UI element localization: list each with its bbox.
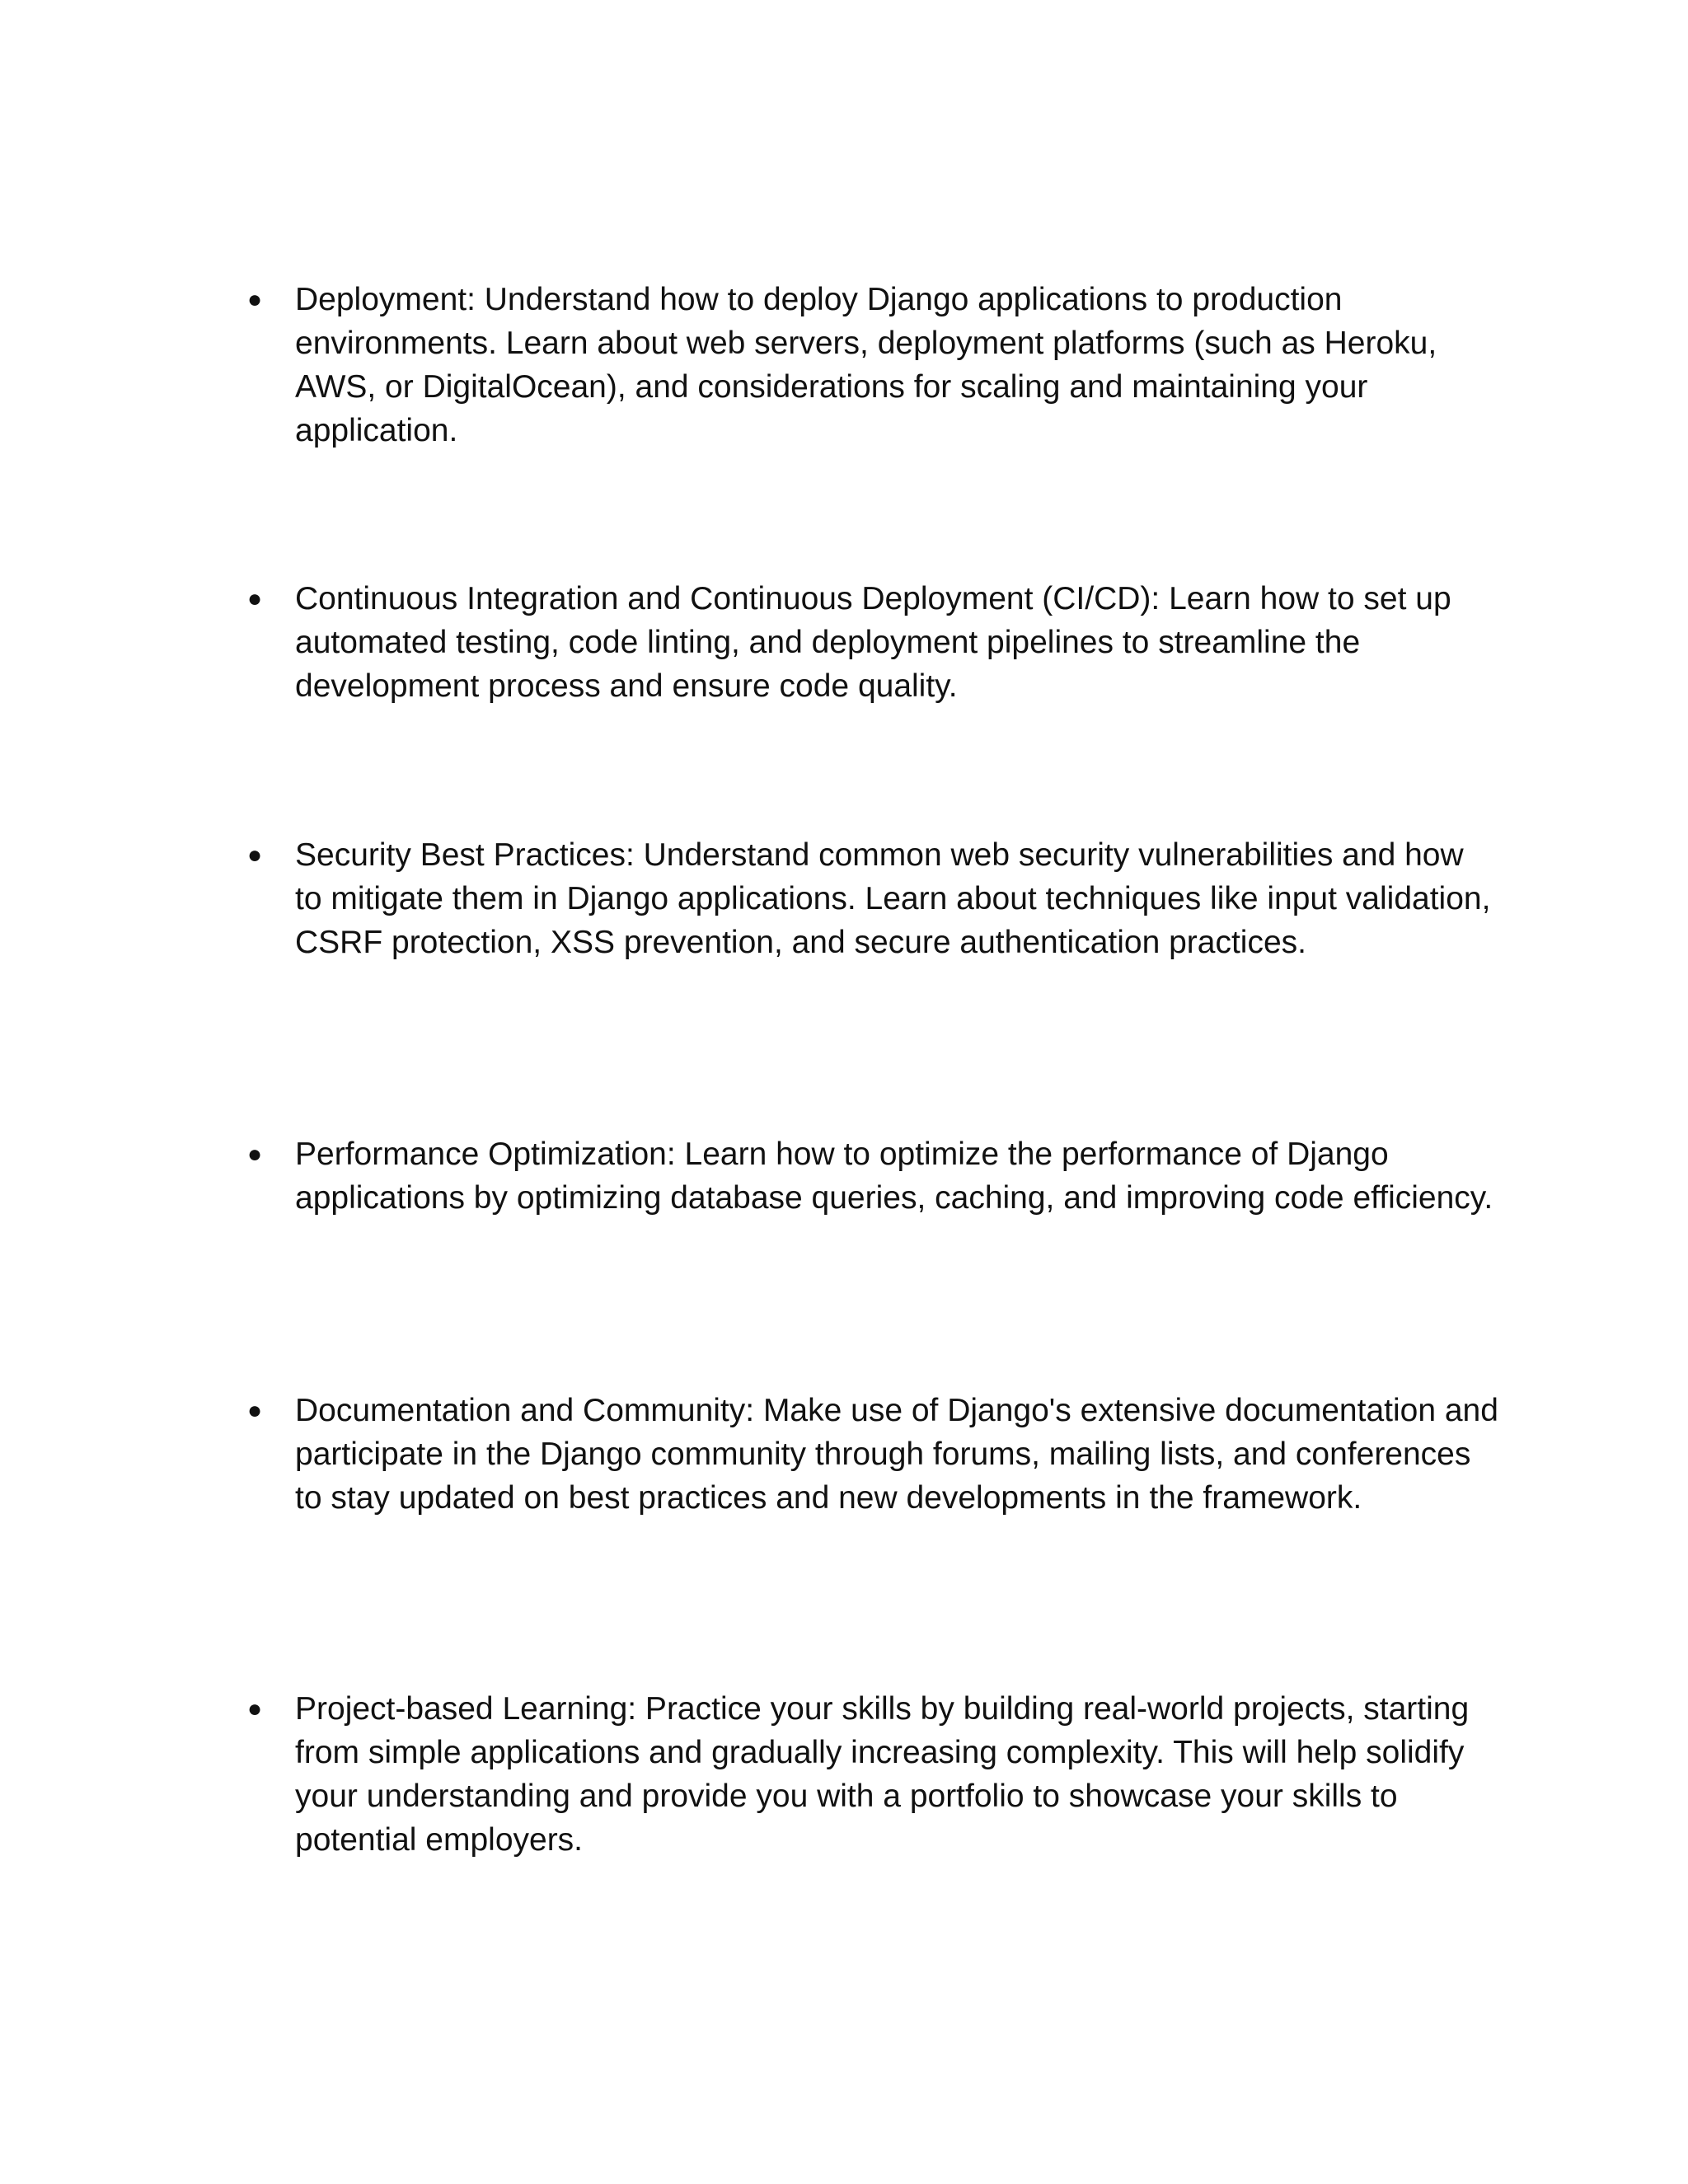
list-item-text: Security Best Practices: Understand common web security vulnerabilities and how to mitigate them in Django applications. Learn about techniques like input validation, CSRF protection, XSS prevention, and secure authentication practices. <box>295 837 1491 960</box>
list-item-text: Continuous Integration and Continuous Deployment (CI/CD): Learn how to set up automated testing, code linting, and deployment pipelines to streamline the development process and ensure code quality. <box>295 581 1451 704</box>
bullet-icon: ● <box>247 1141 263 1168</box>
list-item-text: Documentation and Community: Make use of Django's extensive documentation and participate in the Django community through forums, mailing lists, and conferences to stay updated on best practices and new developments in the framework. <box>295 1393 1498 1516</box>
bullet-icon: ● <box>247 1397 263 1424</box>
list-item-text: Deployment: Understand how to deploy Django applications to production environments. Learn about web servers, deployment platforms (such as Heroku, AWS, or DigitalOcean), and considerations for scaling and maintaining your application. <box>295 282 1437 448</box>
bullet-icon: ● <box>247 585 263 612</box>
list-item-text: Project-based Learning: Practice your skills by building real-world projects, starting from simple applications and gradually increasing complexity. This will help solidify your understanding and provide you with a portfolio to showcase your skills to potential employers. <box>295 1691 1470 1858</box>
bullet-icon: ● <box>247 286 263 313</box>
bullet-icon: ● <box>247 841 263 869</box>
bullet-icon: ● <box>247 1695 263 1722</box>
list-item-text: Performance Optimization: Learn how to optimize the performance of Django applications by optimizing database queries, caching, and improving code efficiency. <box>295 1137 1493 1216</box>
